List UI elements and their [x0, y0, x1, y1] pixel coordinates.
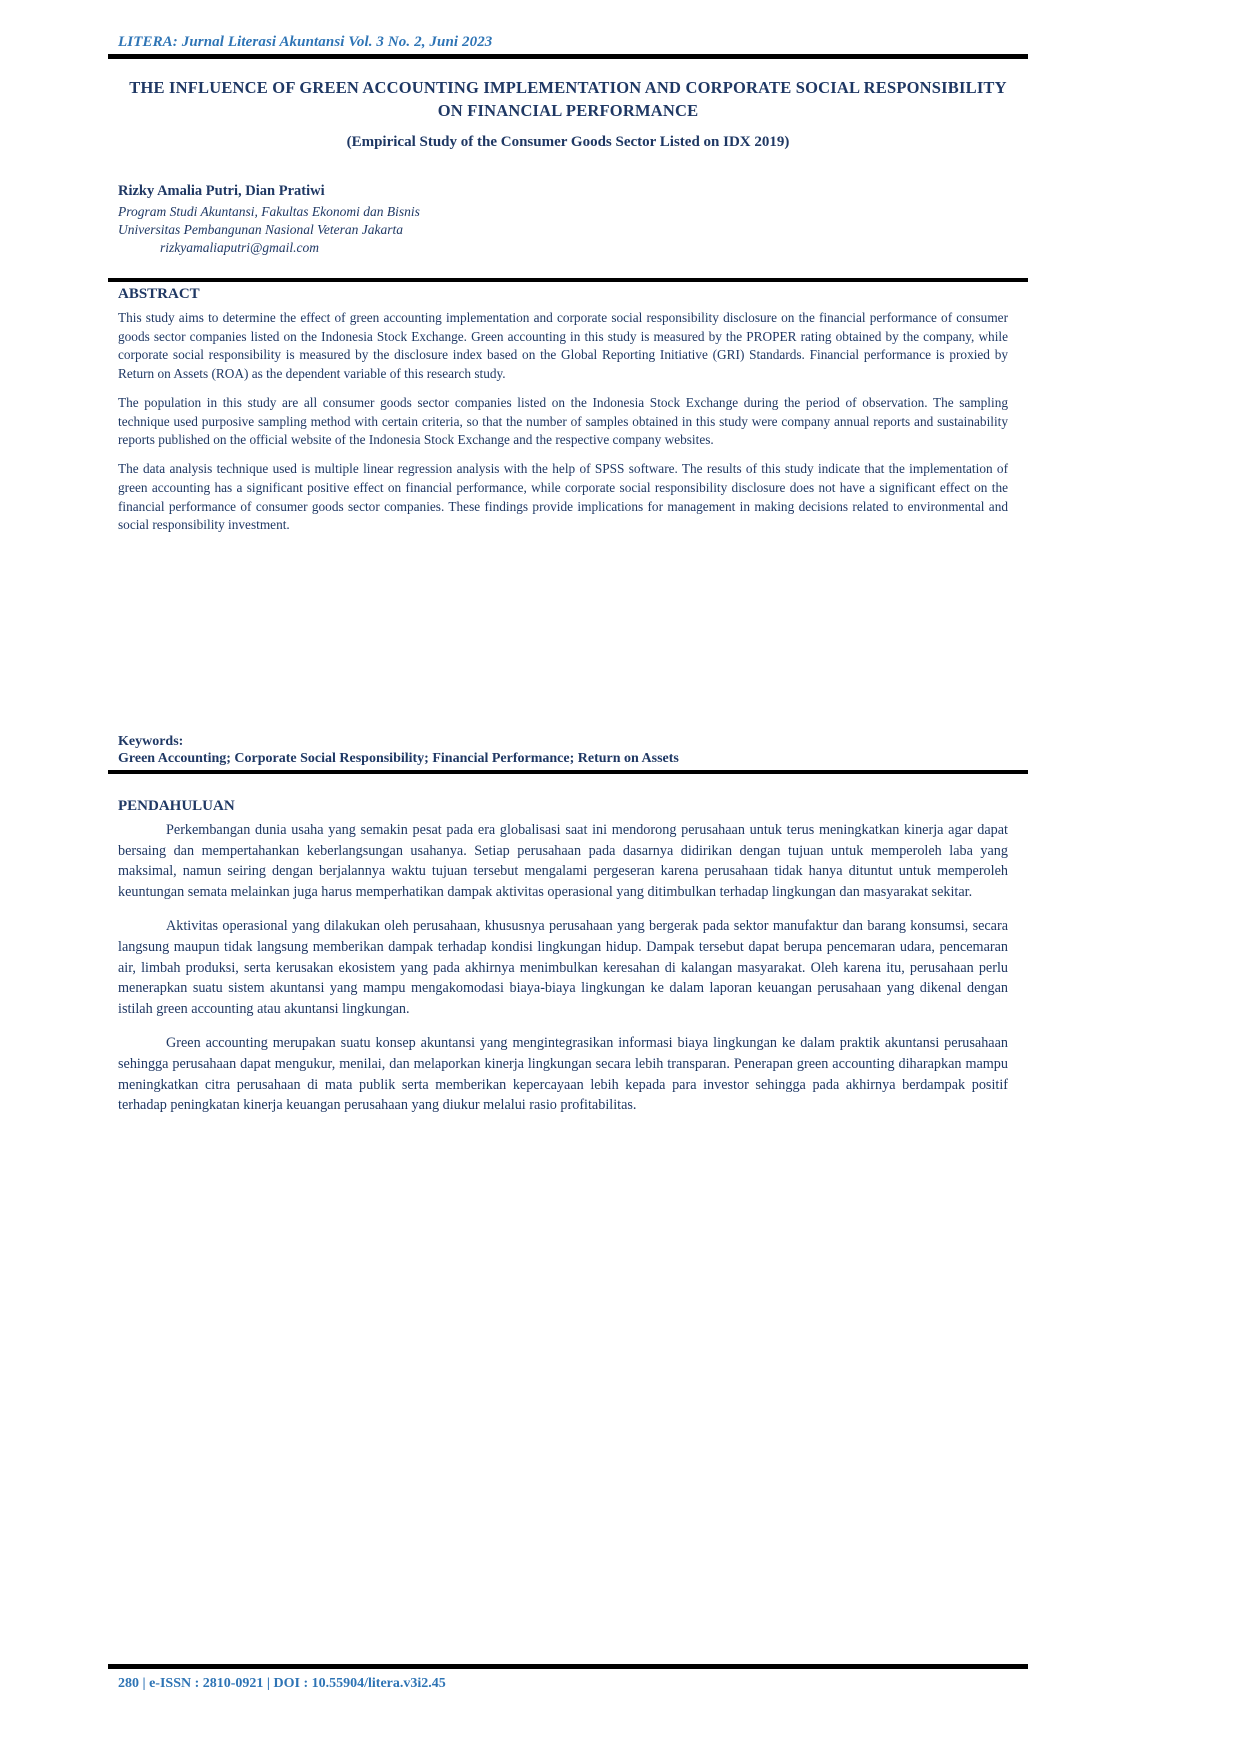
- abstract-heading: ABSTRACT: [118, 286, 200, 302]
- abstract-paragraph: This study aims to determine the effect of green accounting implementation and corporate social responsibility disclosure on the financial performance of consumer goods sector companies listed on the Indonesia Stock Exchange. Green accounting in this study is measured by the PROPER rating obtained by the company, while corporate social responsibility is measured by the disclosure index based on the Global Reporting Initiative (GRI) Standards. Financial performance is proxied by Return on Assets (ROA) as the dependent variable of this research study.: [118, 310, 1008, 382]
- abstract-paragraph: The data analysis technique used is multiple linear regression analysis with the help of SPSS software. The results of this study indicate that the implementation of green accounting has a significant positive effect on financial performance, while corporate social responsibility disclosure does not have a significant effect on the financial performance of consumer goods sector companies. These findings provide implications for management in making decisions related to environmental and social responsibility investment.: [118, 461, 1008, 533]
- abstract-section: [118, 286, 1008, 535]
- header-rule: [108, 54, 1028, 59]
- abstract-bottom-rule: [108, 770, 1028, 774]
- author-names: Rizky Amalia Putri, Dian Pratiwi: [118, 183, 325, 199]
- body-paragraph: Perkembangan dunia usaha yang semakin pesat pada era globalisasi saat ini mendorong perusahaan untuk terus meningkatkan kinerja agar dapat bersaing dan mempertahankan keberlangsungan usahanya. Setiap perusahaan pada dasarnya didirikan dengan tujuan untuk memperoleh laba yang maksimal, namun seiring dengan berjalannya waktu tujuan tersebut mengalami pergeseran karena perusahaan tidak hanya dituntut untuk memperoleh keuntungan semata melainkan juga harus memperhatikan dampak aktivitas operasional yang ditimbulkan terhadap lingkungan dan masyarakat sekitar.: [118, 822, 1008, 900]
- page-footer: 280 | e-ISSN : 2810-0921 | DOI : 10.55904/litera.v3i2.45: [118, 1676, 446, 1691]
- keywords-value: Green Accounting; Corporate Social Responsibility; Financial Performance; Return on Assets: [118, 751, 679, 766]
- affiliation-line-1: Program Studi Akuntansi, Fakultas Ekonomi dan Bisnis: [118, 204, 420, 220]
- abstract-paragraph: The population in this study are all consumer goods sector companies listed on the Indonesia Stock Exchange during the period of observation. The sampling technique used purposive sampling method with certain criteria, so that the number of samples obtained in this study were company annual reports and sustainability reports published on the official website of the Indonesia Stock Exchange and the respective company websites.: [118, 394, 1008, 448]
- abstract-body: [118, 309, 1008, 535]
- author-email[interactable]: rizkyamaliaputri@gmail.com: [160, 240, 320, 256]
- body-paragraph: Green accounting merupakan suatu konsep akuntansi yang mengintegrasikan informasi biaya lingkungan ke dalam praktik akuntansi perusahaan sehingga perusahaan dapat mengukur, menilai, dan melaporkan kinerja lingkungan secara lebih transparan. Penerapan green accounting diharapkan mampu meningkatkan citra perusahaan di mata publik serta memberikan kepercayaan lebih kepada para investor sehingga pada akhirnya berdampak positif terhadap peningkatan kinerja keuangan perusahaan yang diukur melalui rasio profitabilitas.: [118, 1035, 1008, 1114]
- affiliation-block: [118, 203, 1018, 238]
- keywords-label: Keywords:: [118, 734, 184, 749]
- keywords-block: [118, 734, 1008, 767]
- paper-subtitle: (Empirical Study of the Consumer Goods Sector Listed on IDX 2019): [346, 133, 790, 150]
- paper-title: THE INFLUENCE OF GREEN ACCOUNTING IMPLEMENTATION AND CORPORATE SOCIAL RESPONSIBILITY ON FINANCIAL PERFORMANCE: [129, 78, 1007, 121]
- section-heading: PENDAHULUAN: [118, 798, 235, 814]
- running-head: LITERA: Jurnal Literasi Akuntansi Vol. 3 No. 2, Juni 2023: [118, 34, 493, 50]
- footer-rule: [108, 1664, 1028, 1669]
- section-body: [118, 820, 1008, 1116]
- body-paragraph: Aktivitas operasional yang dilakukan oleh perusahaan, khususnya perusahaan yang bergerak pada sektor manufaktur dan barang konsumsi, secara langsung maupun tidak langsung memberikan dampak terhadap kondisi lingkungan hidup. Dampak tersebut dapat berupa pencemaran udara, pencemaran air, limbah produksi, serta kerusakan ekosistem yang pada akhirnya menimbulkan keresahan di kalangan masyarakat. Oleh karena itu, perusahaan perlu menerapkan suatu sistem akuntansi yang mampu mengakomodasi biaya-biaya lingkungan ke dalam laporan keuangan perusahaan yang dikenal dengan istilah green accounting atau akuntansi lingkungan.: [118, 918, 1008, 1017]
- title-block: [118, 76, 1018, 153]
- author-block: [118, 182, 1018, 256]
- affiliation-line-2: Universitas Pembangunan Nasional Veteran Jakarta: [118, 221, 403, 237]
- introduction-section: [118, 798, 1008, 1116]
- abstract-top-rule: [108, 278, 1028, 282]
